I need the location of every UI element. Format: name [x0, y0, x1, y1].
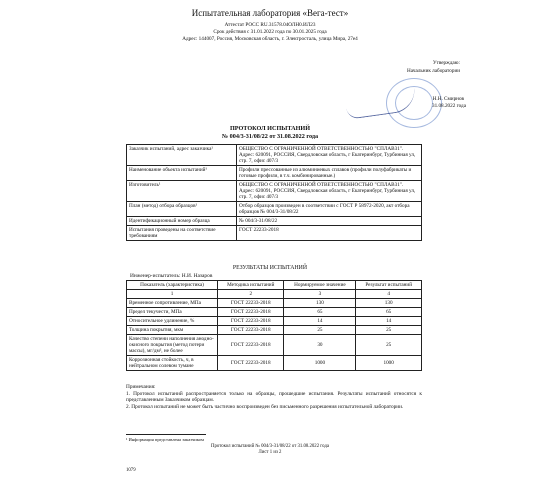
table-row [127, 308, 422, 317]
info-label: Идентификационный номер образца [127, 217, 237, 226]
note-item: 1. Протокол испытаний распространяется только на образцы, прошедшие испытания. Результаты испытаний относятся к представленным Заказчиком образцам. [126, 390, 422, 404]
footer-page: Лист 1 из 2 [258, 450, 282, 455]
info-value: № 004/3-31/08/22 [237, 217, 422, 226]
info-table [126, 144, 422, 241]
address-line: Адрес: 144007, Россия, Московская область, г. Электросталь, улица Мира, 27е4 [182, 36, 358, 42]
result-cell: 65 [356, 308, 422, 317]
norm-cell: 1000 [284, 356, 356, 371]
indicator-cell: Относительное удлинение, % [127, 317, 218, 326]
info-value: Профили прессованные из алюминиевых сплавов (профили полуфабрикаты и готовые профили, в т.ч. комбинированные.) [237, 166, 422, 181]
col-number: 2 [218, 290, 284, 299]
indicator-cell: Временное сопротивление, МПа [127, 299, 218, 308]
method-cell: ГОСТ 22233-2018 [218, 308, 284, 317]
protocol-heading: ПРОТОКОЛ ИСПЫТАНИЙ [229, 125, 311, 132]
result-cell: 25 [356, 326, 422, 335]
info-value: Отбор образцов произведен в соответствии с ГОСТ Р 58972-2020, акт отбора образцов № 004/3-31/08/22 [237, 202, 422, 217]
indicator-cell: Предел текучести, МПа [127, 308, 218, 317]
engineer-line: Инженер-испытатель: Н.И. Назаров [130, 273, 213, 279]
footnote-divider [126, 434, 206, 435]
method-cell: ГОСТ 22233-2018 [218, 335, 284, 356]
col-header-method: Методика испытаний [218, 281, 284, 290]
validity-line: Срок действия с 31.01.2022 года по 30.01.2025 года [213, 29, 327, 35]
table-row [127, 335, 422, 356]
table-row [127, 226, 422, 241]
indicator-cell: Качество степени наполнения анодно-окисного покрытия (метод потери массы), мг/дм², не более [127, 335, 218, 356]
norm-cell: 130 [284, 299, 356, 308]
table-row [127, 145, 422, 166]
accreditation-line: Аттестат РОСС RU.31578.04ОЛН0.ИЛ23 [224, 22, 316, 28]
col-number: 1 [127, 290, 218, 299]
table-row [127, 181, 422, 202]
approval-date: 31.08.2022 года [431, 103, 466, 109]
col-header-result: Результат испытаний [356, 281, 422, 290]
info-label: Наименование объекта испытаний¹ [127, 166, 237, 181]
info-label: Заказчик испытаний, адрес заказчика¹ [127, 145, 237, 166]
result-cell: 1000 [356, 356, 422, 371]
notes-block [126, 384, 422, 410]
norm-cell: 30 [284, 335, 356, 356]
page-code: 1079 [126, 468, 136, 473]
footnote: ¹ Информация представлена заказчиком [126, 437, 204, 442]
approval-label: Утверждаю: [432, 60, 460, 66]
table-row [127, 166, 422, 181]
result-cell: 130 [356, 299, 422, 308]
col-header-norm: Нормируемое значение [284, 281, 356, 290]
method-cell: ГОСТ 22233-2018 [218, 299, 284, 308]
col-header-indicator: Показатель (характеристика) [127, 281, 218, 290]
method-cell: ГОСТ 22233-2018 [218, 317, 284, 326]
info-label: Испытания проведены на соответствие требованиям [127, 226, 237, 241]
table-row [127, 217, 422, 226]
approval-position: Начальник лаборатории [407, 68, 460, 74]
norm-cell: 65 [284, 308, 356, 317]
table-row [127, 356, 422, 371]
method-cell: ГОСТ 22233-2018 [218, 326, 284, 335]
table-row [127, 202, 422, 217]
norm-cell: 14 [284, 317, 356, 326]
table-row [127, 326, 422, 335]
results-table [126, 280, 422, 371]
protocol-number: № 004/3-31/08/22 от 31.08.2022 года [221, 133, 319, 140]
norm-cell: 25 [284, 326, 356, 335]
table-row [127, 317, 422, 326]
indicator-cell: Толщина покрытия, мкм [127, 326, 218, 335]
method-cell: ГОСТ 22233-2018 [218, 356, 284, 371]
note-item: 2. Протокол испытаний не может быть частично воспроизведен без письменного разрешения испытательной лаборатории. [126, 403, 404, 410]
info-label: План (метод) отбора образцов¹ [127, 202, 237, 217]
results-title: РЕЗУЛЬТАТЫ ИСПЫТАНИЙ [232, 265, 308, 271]
result-cell: 14 [356, 317, 422, 326]
indicator-cell: Коррозионная стойкость, ч, в нейтральном солевом тумане [127, 356, 218, 371]
info-value: ОБЩЕСТВО С ОГРАНИЧЕННОЙ ОТВЕТСТВЕННОСТЬЮ "СПЛАВ31". Адрес: 620091, РОССИЯ, Свердловская область, г Екатеринбург, Турбинная ул, стр. 7, офис 407/3 [237, 181, 422, 202]
col-number: 3 [284, 290, 356, 299]
result-cell: 25 [356, 335, 422, 356]
lab-title: Испытательная лаборатория «Вега-тест» [191, 8, 349, 18]
protocol-title [0, 125, 540, 141]
table-number-row [127, 290, 422, 299]
notes-title: Примечания: [126, 384, 156, 390]
info-value: ОБЩЕСТВО С ОГРАНИЧЕННОЙ ОТВЕТСТВЕННОСТЬЮ "СПЛАВ31". Адрес: 620091, РОССИЯ, Свердловская область, г Екатеринбург, Турбинная ул, стр. 7, офис 407/3 [237, 145, 422, 166]
info-label: Изготовитель¹ [127, 181, 237, 202]
footer-protocol: Протокол испытаний № 004/3-31/08/22 от 31.08.2022 года [211, 444, 329, 449]
approval-name: Н.Н. Смирнов [432, 96, 464, 102]
col-number: 4 [356, 290, 422, 299]
table-row [127, 299, 422, 308]
info-value: ГОСТ 22233-2018 [237, 226, 422, 241]
table-header-row [127, 281, 422, 290]
